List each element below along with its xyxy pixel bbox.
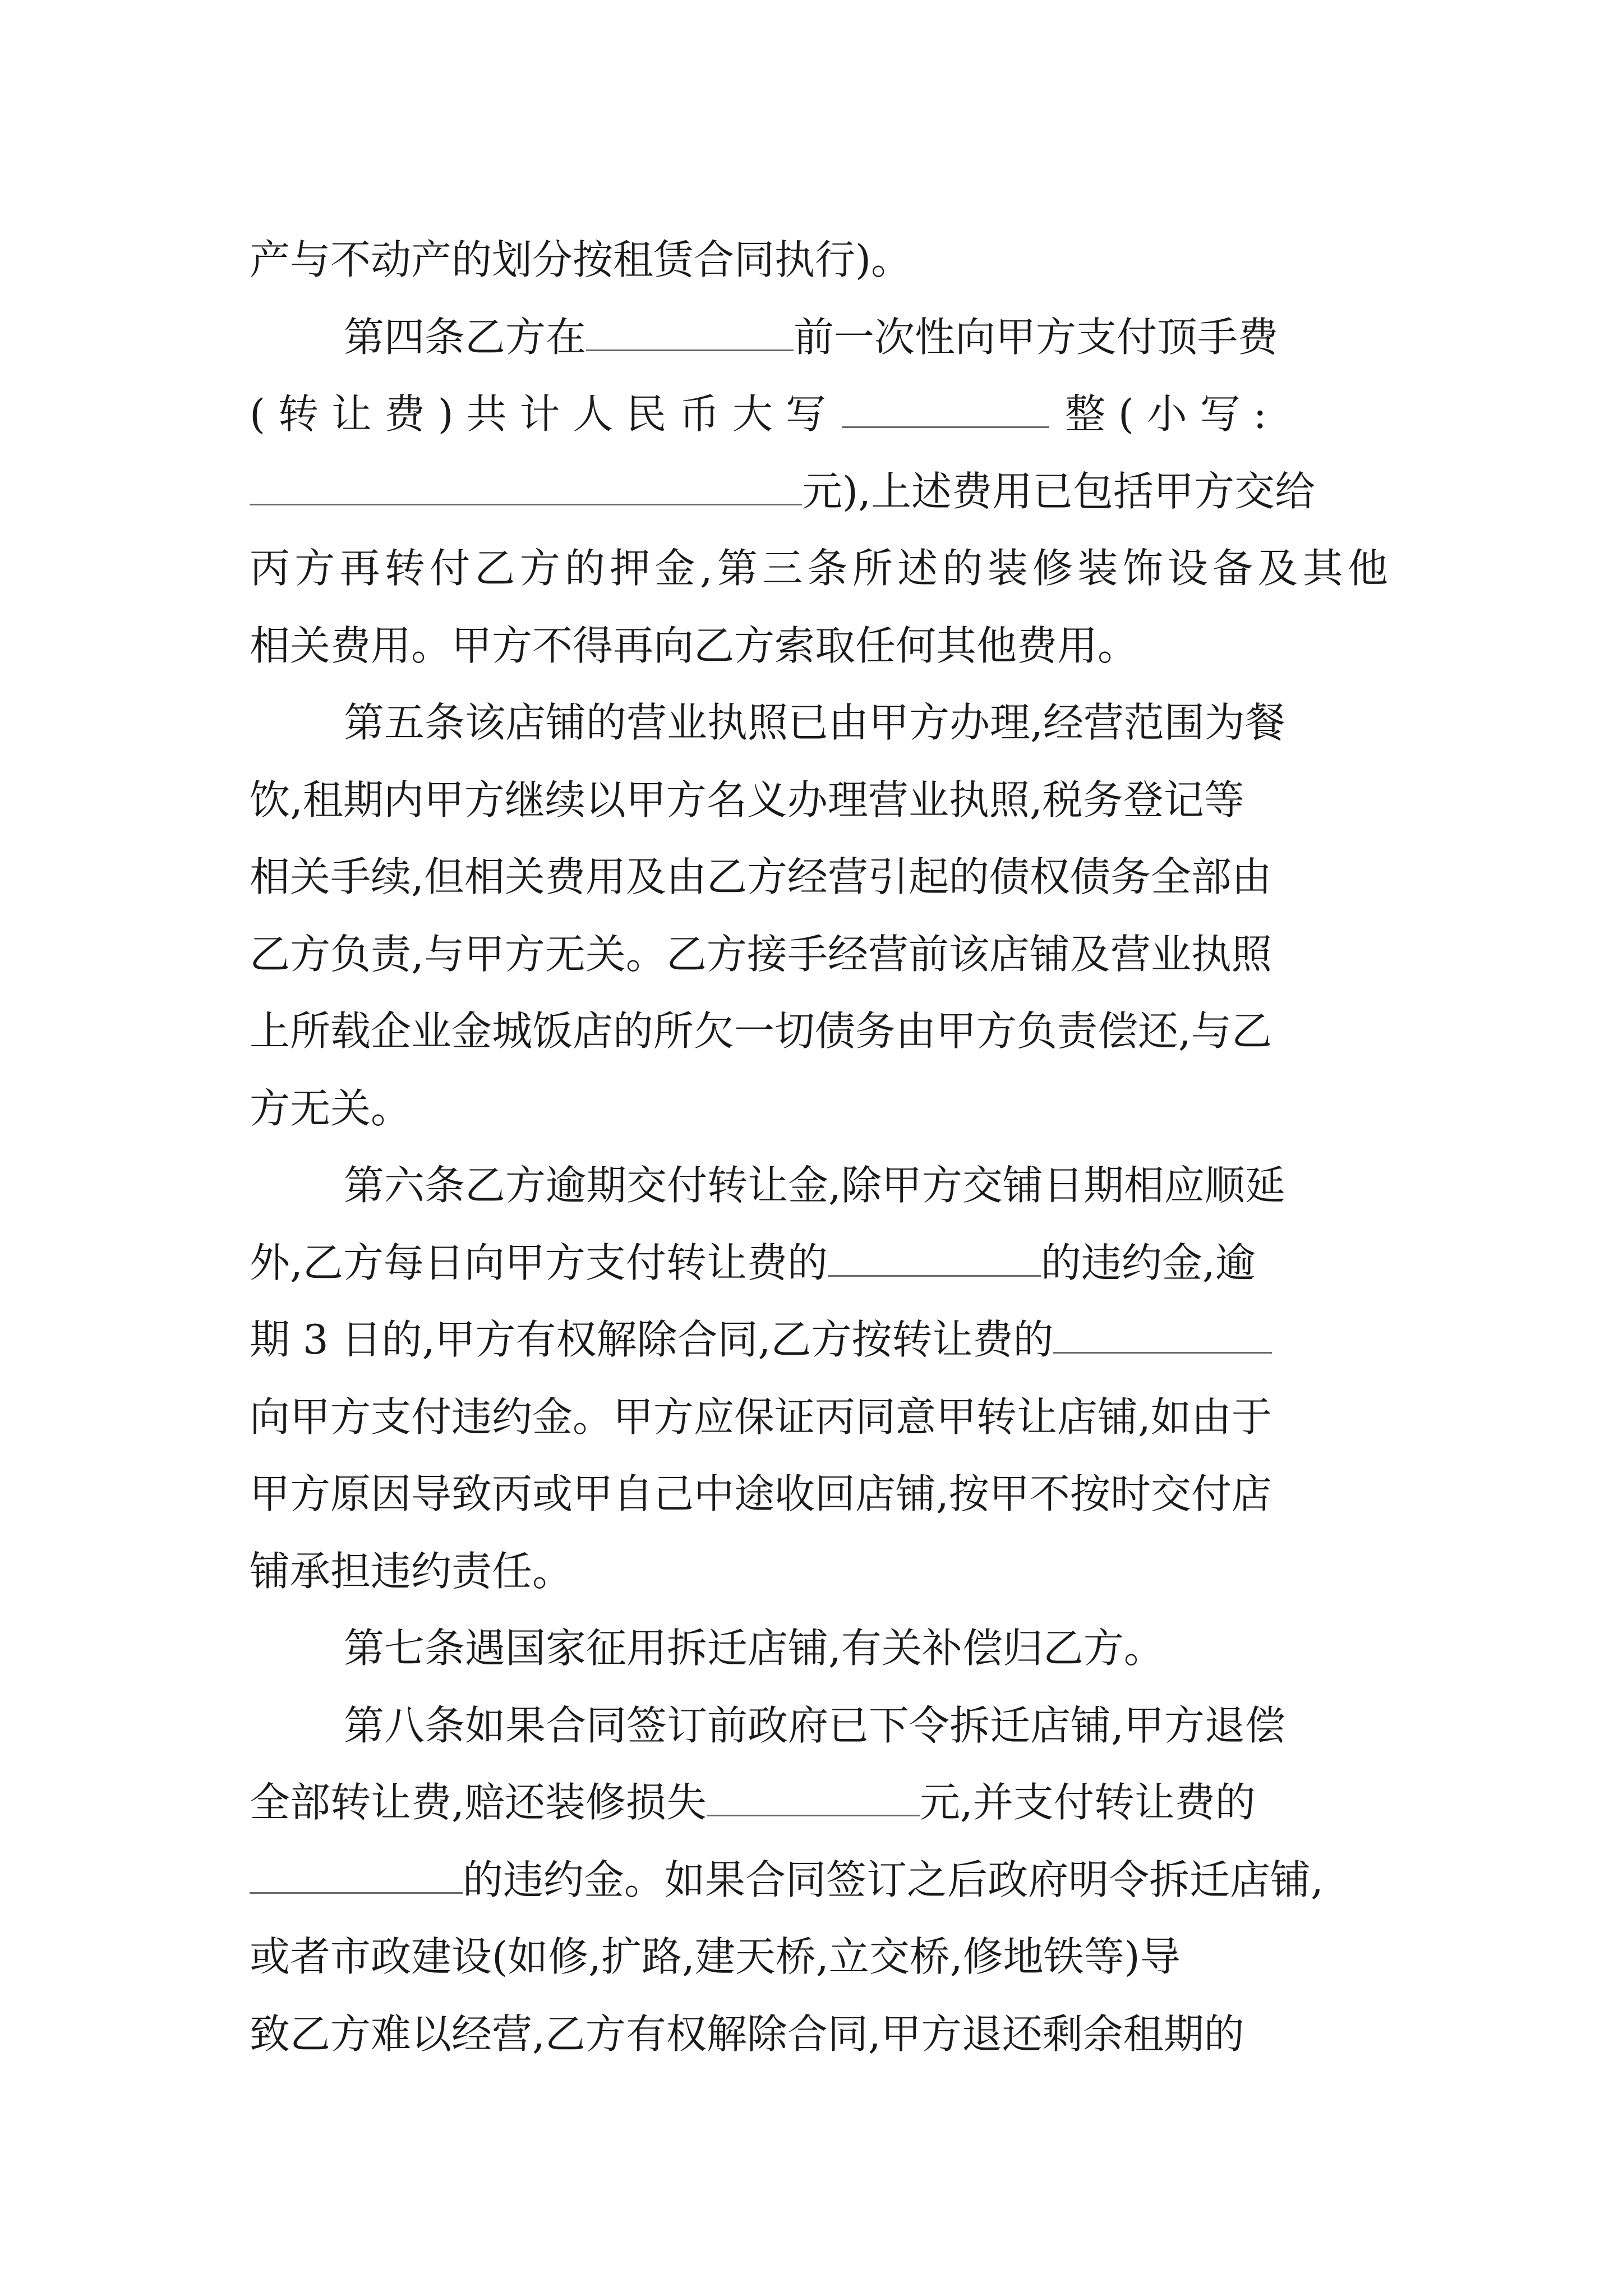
text-line [250,1147,1388,1225]
text-line [250,684,1388,762]
line-text: 第七条遇国家征用拆迁店铺,有关补偿归乙方。 [344,1625,1164,1672]
line-text: 期 3 日的,甲方有权解除合同,乙方按转让费的 [250,1316,1054,1363]
text-line [250,1996,1388,2073]
line-text: 上所载企业金城饭店的所欠一切债务由甲方负责偿还,与乙 [250,1007,1272,1055]
text-line [250,1687,1388,1765]
line-text: 或者市政建设(如修,扩路,建天桥,立交桥,修地铁等)导 [250,1933,1181,1980]
text-line [250,1842,1388,1919]
text-line [250,1610,1388,1687]
line-text: 元,并支付转让费的 [919,1779,1256,1826]
line-text: 第六条乙方逾期交付转让金,除甲方交铺日期相应顺延 [344,1162,1285,1209]
text-line [250,1379,1388,1456]
line-text: 甲方原因导致丙或甲自己中途收回店铺,按甲不按时交付店 [250,1470,1272,1517]
text-line [250,762,1388,839]
fill-in-blank [1053,1318,1272,1354]
text-line [250,993,1388,1070]
line-text: 第八条如果合同签订前政府已下令拆迁店铺,甲方退偿 [344,1701,1285,1749]
line-text: 乙方负责,与甲方无关。乙方接手经营前该店铺及营业执照 [250,930,1272,978]
line-text: 第四条乙方在 [344,313,587,361]
line-text: 整 ( 小 写 : [1064,390,1267,438]
text-line [250,376,1388,453]
line-text: 饮,租期内甲方继续以甲方名义办理营业执照,税务登记等 [250,776,1244,823]
line-text: 相关费用。甲方不得再向乙方索取任何其他费用。 [250,622,1138,669]
fill-in-blank [250,1858,463,1894]
fill-in-blank [707,1781,920,1816]
text-line [250,1456,1388,1533]
text-line [250,453,1388,531]
line-text: 全部转让费,赔还装修损失 [250,1779,707,1826]
line-text: 方无关。 [250,1084,412,1132]
line-text: 元),上述费用已包括甲方交给 [802,467,1315,515]
line-text: 相关手续,但相关费用及由乙方经营引起的债权债务全部由 [250,853,1272,900]
line-text: 外,乙方每日向甲方支付转让费的 [250,1239,828,1286]
line-text: 的违约金,逾 [1040,1239,1256,1286]
line-text: ( 转 让 费 ) 共 计 人 民 币 大 写 [250,390,826,438]
fill-in-blank [842,393,1049,428]
contract-text [250,222,1388,2073]
text-line [250,1533,1388,1611]
text-line [250,839,1388,916]
line-text: 铺承担违约责任。 [250,1547,573,1595]
text-line [250,916,1388,993]
fill-in-blank [586,316,794,351]
text-line [250,222,1388,299]
line-text: 第五条该店铺的营业执照已由甲方办理,经营范围为餐 [344,699,1285,746]
text-line [250,1764,1388,1842]
text-line [250,530,1388,608]
fill-in-blank [828,1241,1041,1277]
text-line [250,608,1388,685]
text-line [250,1070,1388,1148]
text-line [250,1301,1388,1379]
line-text: 致乙方难以经营,乙方有权解除合同,甲方退还剩余租期的 [250,2010,1244,2058]
line-text: 产与不动产的划分按租赁合同执行)。 [250,236,912,283]
line-text: 的违约金。如果合同签订之后政府明令拆迁店铺, [463,1856,1324,1903]
fill-in-blank [250,470,802,505]
line-text: 丙方再转付乙方的押金,第三条所述的装修装饰设备及其他 [250,545,1388,592]
text-line [250,1918,1388,1996]
text-line [250,1225,1388,1302]
line-text: 前一次性向甲方支付顶手费 [794,313,1279,361]
text-line [250,299,1388,376]
line-text: 向甲方支付违约金。甲方应保证丙同意甲转让店铺,如由于 [250,1393,1272,1441]
